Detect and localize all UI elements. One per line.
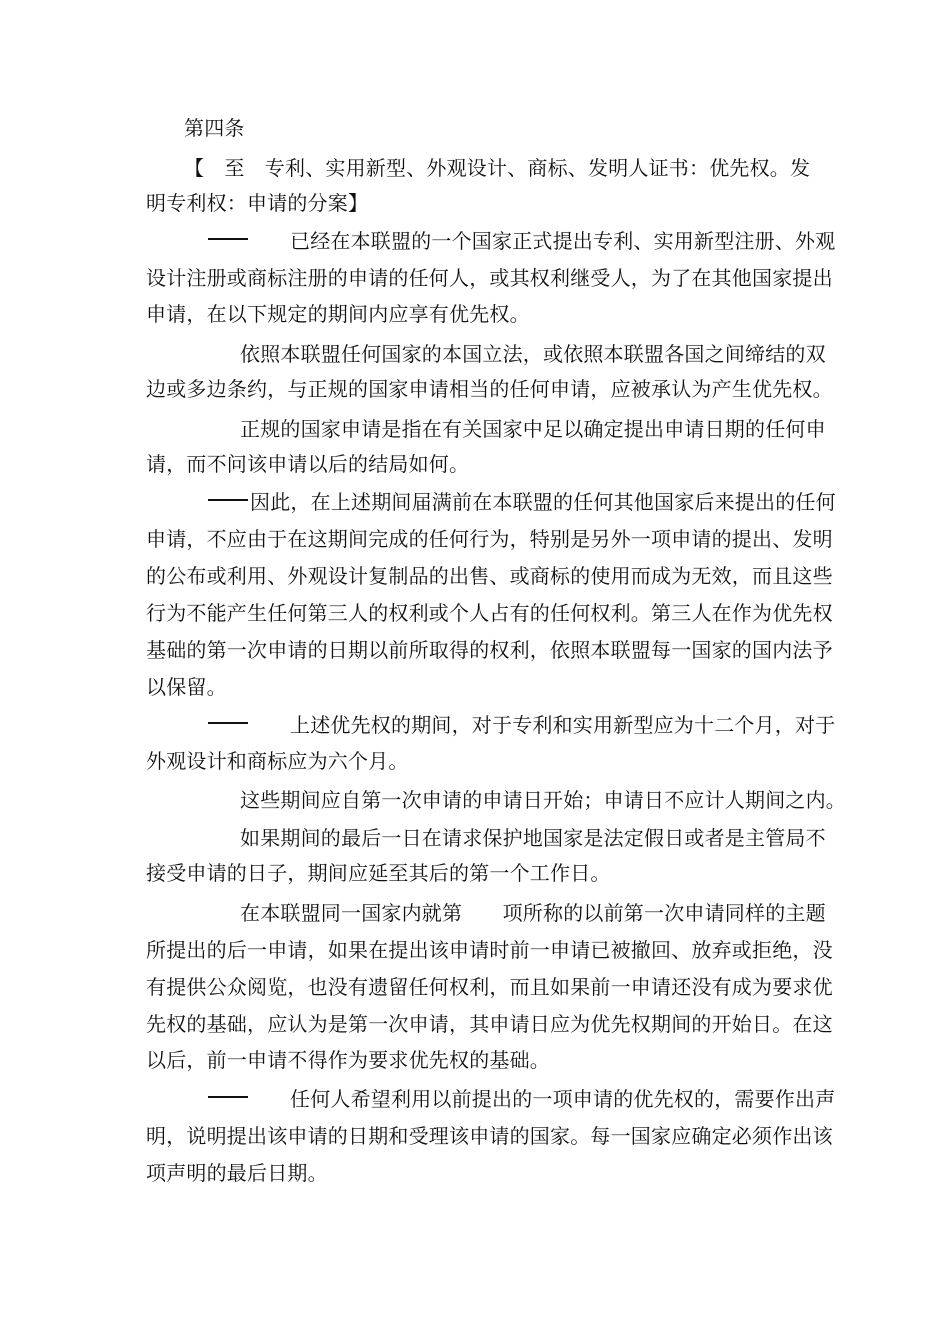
paragraph-line: 项声明的最后日期。 [146,1161,328,1185]
paragraph-line: 所提出的后一申请，如果在提出该申请时前一申请已被撤回、放弃或拒绝，没 [146,938,833,962]
paragraph-line: 外观设计和商标应为六个月。 [146,749,409,773]
paragraph-line: 行为不能产生任何第三人的权利或个人占有的任何权利。第三人在作为优先权 [146,601,833,625]
paragraph-line: 已经在本联盟的一个国家正式提出专利、实用新型注册、外观 [290,229,836,253]
paragraph-line: 这些期间应自第一次申请的申请日开始；申请日不应计人期间之内。 [240,788,846,812]
paragraph-line: 申请，在以下规定的期间内应享有优先权。 [146,302,530,326]
paragraph-line: 请，而不问该申请以后的结局如何。 [146,452,470,476]
paragraph-line: 正规的国家申请是指在有关国家中足以确定提出申请日期的任何申 [240,417,826,441]
paragraph-line: 在本联盟同一国家内就第 项所称的以前第一次申请同样的主题 [240,901,826,925]
paragraph-line: 接受申请的日子，期间应延至其后的第一个工作日。 [146,861,611,885]
paragraph-line: 有提供公众阅览，也没有遗留任何权利，而且如果前一申请还没有成为要求优 [146,975,833,999]
paragraph-line: 以保留。 [146,675,227,699]
paragraph-line: 明，说明提出该申请的日期和受理该申请的国家。每一国家应确定必须作出该 [146,1124,833,1148]
section-dash [208,499,248,501]
paragraph-line: 因此，在上述期间届满前在本联盟的任何其他国家后来提出的任何 [250,490,836,514]
heading-line: 【 至 专利、实用新型、外观设计、商标、发明人证书：优先权。发 [184,156,811,180]
article-title: 第四条 [184,116,245,140]
paragraph-line: 边或多边条约，与正规的国家申请相当的任何申请，应被承认为产生优先权。 [146,377,833,401]
paragraph-line: 依照本联盟任何国家的本国立法，或依照本联盟各国之间缔结的双 [240,342,826,366]
paragraph-line: 以后，前一申请不得作为要求优先权的基础。 [146,1048,550,1072]
paragraph-line: 如果期间的最后一日在请求保护地国家是法定假日或者是主管局不 [240,826,826,850]
paragraph-line: 基础的第一次申请的日期以前所取得的权利，依照本联盟每一国家的国内法予 [146,638,833,662]
paragraph-line: 先权的基础，应认为是第一次申请，其申请日应为优先权期间的开始日。在这 [146,1012,833,1036]
paragraph-line: 上述优先权的期间，对于专利和实用新型应为十二个月，对于 [290,713,836,737]
section-dash [208,238,248,240]
paragraph-line: 任何人希望利用以前提出的一项申请的优先权的，需要作出声 [290,1087,836,1111]
section-dash [208,1096,248,1098]
paragraph-line: 设计注册或商标注册的申请的任何人，或其权利继受人，为了在其他国家提出 [146,266,833,290]
paragraph-line: 申请，不应由于在这期间完成的任何行为，特别是另外一项申请的提出、发明 [146,527,833,551]
section-dash [208,722,248,724]
heading-line: 明专利权：申请的分案】 [146,191,369,215]
paragraph-line: 的公布或利用、外观设计复制品的出售、或商标的使用而成为无效，而且这些 [146,564,833,588]
